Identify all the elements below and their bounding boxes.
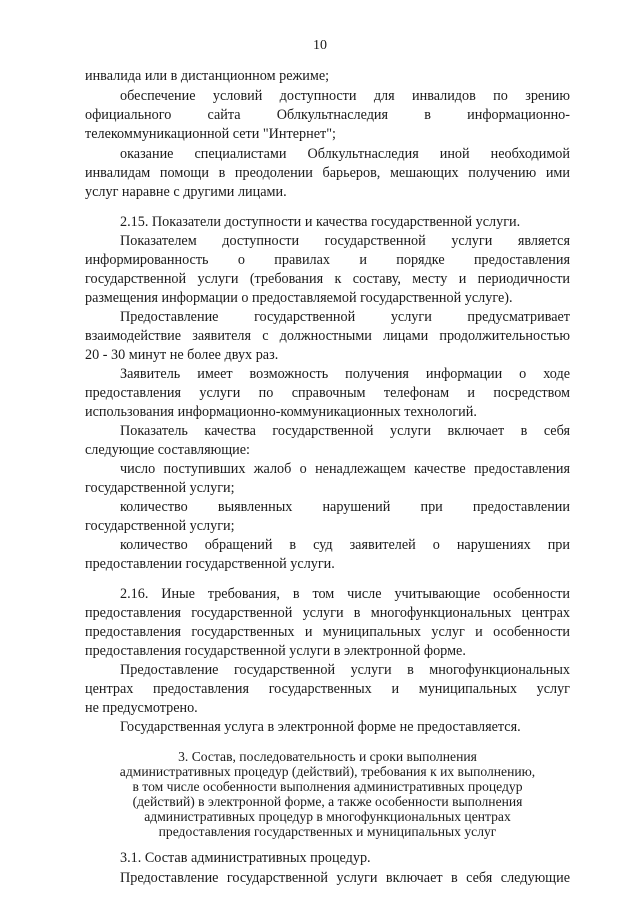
page-number: 10 bbox=[313, 38, 327, 53]
text-line: услуг наравне с другими лицами. bbox=[85, 184, 287, 200]
text-line: обеспечение условий доступности для инвалидов по зрению bbox=[120, 88, 570, 104]
text-line: предоставления государственной услуги в многофункциональных центрах bbox=[85, 605, 570, 621]
text-line: оказание специалистами Облкультнаследия иной необходимой bbox=[120, 146, 570, 162]
text-line: Показателем доступности государственной услуги является bbox=[120, 233, 570, 249]
text-line: не предусмотрено. bbox=[85, 700, 198, 716]
chapter-heading-line: административных процедур (действий), требования к их выполнению, bbox=[119, 764, 536, 779]
text-line: телекоммуникационной сети "Интернет"; bbox=[85, 126, 336, 142]
text-line: Предоставление государственной услуги предусматривает bbox=[120, 309, 570, 325]
chapter-heading-line: 3. Состав, последовательность и сроки выполнения bbox=[178, 749, 477, 764]
text-line: Предоставление государственной услуги включает в себя следующие bbox=[120, 870, 570, 886]
chapter-heading-line: предоставления государственных и муниципальных услуг bbox=[158, 824, 497, 839]
section-heading: 2.15. Показатели доступности и качества государственной услуги. bbox=[120, 214, 521, 230]
text-line: информированность о правилах и порядке предоставления bbox=[85, 252, 570, 268]
chapter-heading-line: административных процедур в многофункциональных центрах bbox=[144, 809, 511, 824]
text-line: Показатель качества государственной услуги включает в себя bbox=[120, 423, 570, 439]
section-heading: 3.1. Состав административных процедур. bbox=[120, 850, 371, 866]
text-line: государственной услуги; bbox=[85, 518, 235, 534]
section-heading: 2.16. Иные требования, в том числе учитывающие особенности bbox=[120, 586, 570, 602]
text-line: инвалидам помощи в преодолении барьеров, мешающих получению ими bbox=[85, 165, 570, 181]
text-line: число поступивших жалоб о ненадлежащем качестве предоставления bbox=[120, 461, 570, 477]
text-line: предоставлении государственной услуги. bbox=[85, 556, 335, 572]
text-line: Государственная услуга в электронной форме не предоставляется. bbox=[120, 719, 521, 735]
text-line: количество выявленных нарушений при предоставлении bbox=[120, 499, 570, 515]
text-line: следующие составляющие: bbox=[85, 442, 250, 458]
text-line: размещения информации о предоставляемой государственной услуге). bbox=[85, 290, 513, 306]
text-line: предоставления государственной услуги в электронной форме. bbox=[85, 643, 466, 659]
text-line: предоставления услуги по справочным телефонам и посредством bbox=[85, 385, 570, 401]
text-line: центрах предоставления государственных и муниципальных услуг bbox=[85, 681, 570, 697]
text-line: Предоставление государственной услуги в многофункциональных bbox=[120, 662, 570, 678]
text-line: инвалида или в дистанционном режиме; bbox=[85, 68, 330, 84]
text-line: государственной услуги (требования к составу, месту и периодичности bbox=[85, 271, 570, 287]
chapter-heading-line: (действий) в электронной форме, а также особенности выполнения bbox=[132, 794, 523, 809]
chapter-heading-line: в том числе особенности выполнения административных процедур bbox=[132, 779, 523, 794]
text-line: использования информационно-коммуникационных технологий. bbox=[85, 404, 477, 420]
text-line: официального сайта Облкультнаследия в информационно- bbox=[85, 107, 570, 123]
text-line: государственной услуги; bbox=[85, 480, 235, 496]
text-line: Заявитель имеет возможность получения информации о ходе bbox=[120, 366, 570, 382]
text-line: 20 - 30 минут не более двух раз. bbox=[85, 347, 279, 363]
text-line: взаимодействие заявителя с должностными лицами продолжительностью bbox=[85, 328, 570, 344]
text-line: количество обращений в суд заявителей о нарушениях при bbox=[120, 537, 570, 553]
text-line: предоставления государственных и муниципальных услуг и особенности bbox=[85, 624, 570, 640]
